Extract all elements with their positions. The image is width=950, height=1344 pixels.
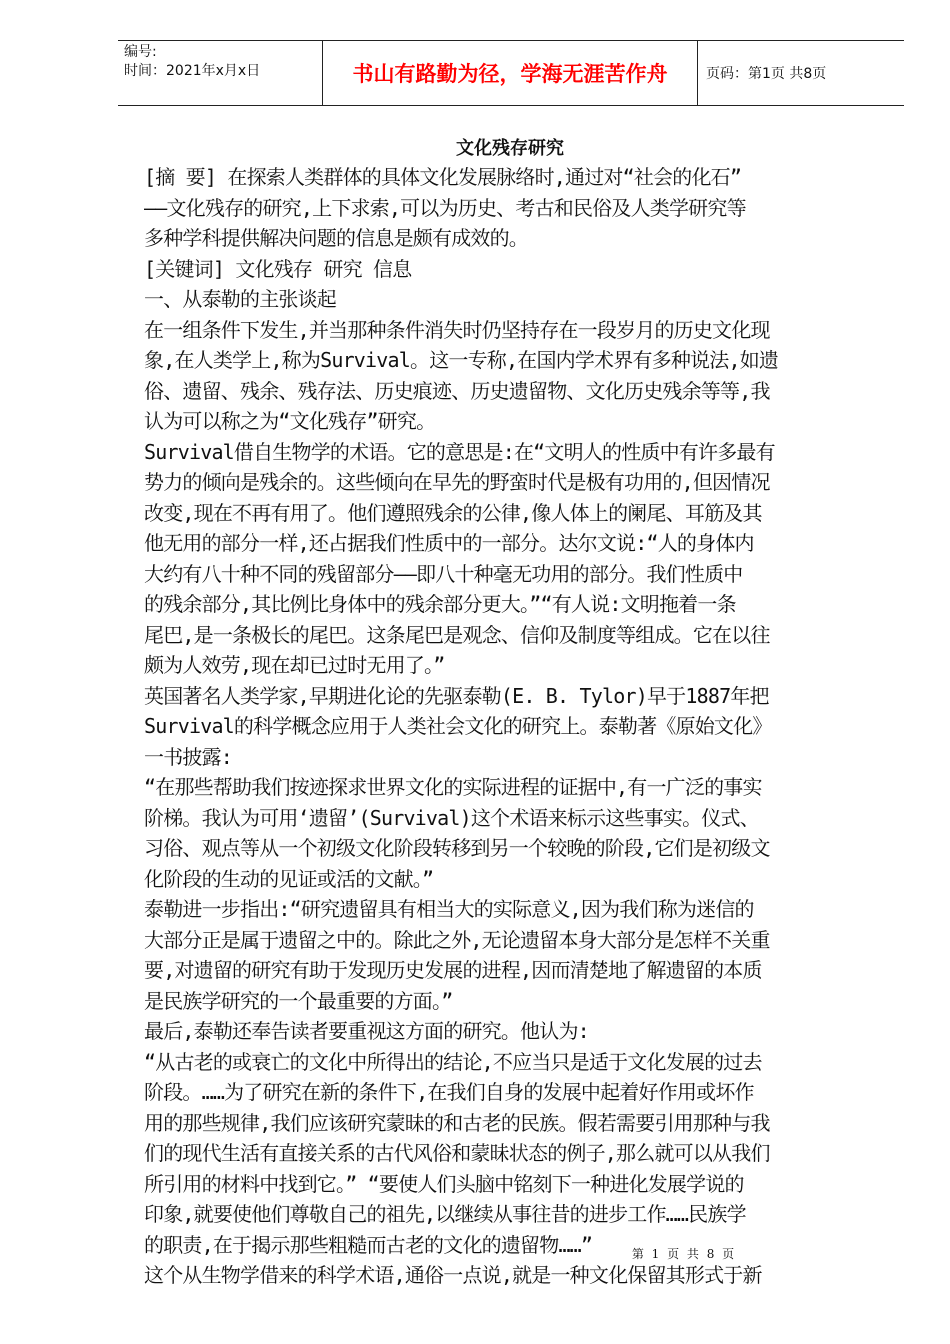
document-header (118, 40, 904, 106)
paragraph-line: Survival借自生物学的术语。它的意思是:在“文明人的性质中有许多最有 (144, 439, 775, 464)
header-motto: 书山有路勤为径，学海无涯苦作舟 (323, 41, 698, 106)
body-paragraph (144, 1016, 884, 1047)
paragraph-line: 阶段。……为了研究在新的条件下,在我们自身的发展中起着好作用或坏作 (144, 1080, 754, 1104)
paragraph-line: 要,对遗留的研究有助于发现历史发展的进程,因而清楚地了解遗留的本质 (144, 958, 762, 982)
paragraph-line: Survival的科学概念应用于人类社会文化的研究上。泰勒著《原始文化》 (144, 714, 772, 738)
paragraph-line: 最后,泰勒还奉告读者要重视这方面的研究。他认为: (144, 1019, 589, 1043)
paragraph-line: “在那些帮助我们按迹探求世界文化的实际进程的证据中,有一广泛的事实 (144, 775, 762, 799)
document-number-label: 编号: (124, 44, 157, 60)
paragraph-line: 他无用的部分一样,还占据我们性质中的一部分。达尔文说:“人的身体内 (144, 531, 754, 555)
abstract-line: 多种学科提供解决问题的信息是颇有成效的。 (144, 226, 528, 250)
abstract-line: [摘 要] 在探索人类群体的具体文化发展脉络时,通过对“社会的化石” (144, 165, 742, 189)
paragraph-line: 泰勒进一步指出:“研究遗留具有相当大的实际意义,因为我们称为迷信的 (144, 897, 754, 921)
body-paragraph (144, 437, 884, 681)
header-meta-cell (118, 41, 323, 106)
paragraph-line: 所引用的材料中找到它。” “要使人们头脑中铭刻下一种进化发展学说的 (144, 1171, 744, 1196)
body-paragraph (144, 772, 884, 894)
page-footer: 第 1 页 共 8 页 (631, 1247, 737, 1261)
paragraph-line: 阶梯。我认为可用‘遗留’(Survival)这个术语来标示这些事实。仪式、 (144, 805, 759, 830)
paragraph-line: 势力的倾向是残余的。这些倾向在早先的野蛮时代是极有功用的,但因情况 (144, 470, 770, 494)
paragraph-line: 颇为人效劳,现在却已过时无用了。” (144, 653, 445, 677)
body-paragraph (144, 681, 884, 773)
paragraph-line: 一书披露: (144, 744, 233, 769)
paragraph-line: 是民族学研究的一个最重要的方面。” (144, 988, 453, 1013)
paragraph-line: 这个从生物学借来的科学术语,通俗一点说,就是一种文化保留其形式于新 (144, 1263, 762, 1287)
paragraph-line: 大约有八十种不同的残留部分——即八十种毫无功用的部分。我们性质中 (144, 561, 743, 586)
paragraph-line: “从古老的或衰亡的文化中所得出的结论,不应当只是适于文化发展的过去 (144, 1049, 762, 1074)
header-page-label: 页码：第1页 共8页 (698, 41, 905, 106)
paragraph-line: 英国著名人类学家,早期进化论的先驱泰勒(E. B. Tylor)早于1887年把 (144, 683, 769, 708)
document-time-label: 时间：2021年x月x日 (124, 63, 261, 79)
abstract-line: ——文化残存的研究,上下求索,可以为历史、考古和民俗及人类学研究等 (144, 195, 746, 220)
paragraph-line: 俗、遗留、残余、残存法、历史痕迹、历史遗留物、文化历史残余等等,我 (144, 378, 770, 403)
paragraph-line: 大部分正是属于遗留之中的。除此之外,无论遗留本身大部分是怎样不关重 (144, 927, 770, 952)
body-paragraphs (144, 315, 884, 1291)
body-paragraph (144, 894, 884, 1016)
body-paragraph (144, 1047, 884, 1261)
paragraph-line: 们的现代生活有直接关系的古代风俗和蒙昧状态的例子,那么就可以从我们 (144, 1141, 770, 1165)
keywords (144, 254, 884, 285)
paragraph-line: 化阶段的生动的见证或活的文献。” (144, 866, 434, 891)
body-paragraph (144, 315, 884, 437)
abstract (144, 162, 884, 254)
document-body (144, 162, 884, 1291)
section-heading-text: 一、从泰勒的主张谈起 (144, 287, 336, 311)
paragraph-line: 的残余部分,其比例比身体中的残余部分更大。”“有人说:文明拖着一条 (144, 592, 736, 616)
paragraph-line: 在一组条件下发生,并当那种条件消失时仍坚持存在一段岁月的历史文化现 (144, 317, 770, 342)
paragraph-line: 习俗、观点等从一个初级文化阶段转移到另一个较晚的阶段,它们是初级文 (144, 836, 770, 860)
paragraph-line: 象,在人类学上,称为Survival。这一专称,在国内学术界有多种说法,如遗 (144, 348, 779, 372)
paragraph-line: 印象,就要使他们尊敬自己的祖先,以继续从事往昔的进步工作……民族学 (144, 1202, 746, 1226)
paragraph-line: 的职责,在于揭示那些粗糙而古老的文化的遗留物……” (144, 1232, 593, 1257)
paragraph-line: 尾巴,是一条极长的尾巴。这条尾巴是观念、信仰及制度等组成。它在以往 (144, 622, 770, 647)
paragraph-line: 改变,现在不再有用了。他们遵照残余的公律,像人体上的阑尾、耳筋及其 (144, 500, 762, 525)
document-title: 文化残存研究 (456, 138, 564, 159)
section-heading (144, 284, 884, 315)
paragraph-line: 认为可以称之为“文化残存”研究。 (144, 409, 436, 433)
keywords-line: [关键词] 文化残存 研究 信息 (144, 256, 412, 281)
paragraph-line: 用的那些规律,我们应该研究蒙昧的和古老的民族。假若需要引用那种与我 (144, 1110, 770, 1135)
body-paragraph (144, 1260, 884, 1291)
